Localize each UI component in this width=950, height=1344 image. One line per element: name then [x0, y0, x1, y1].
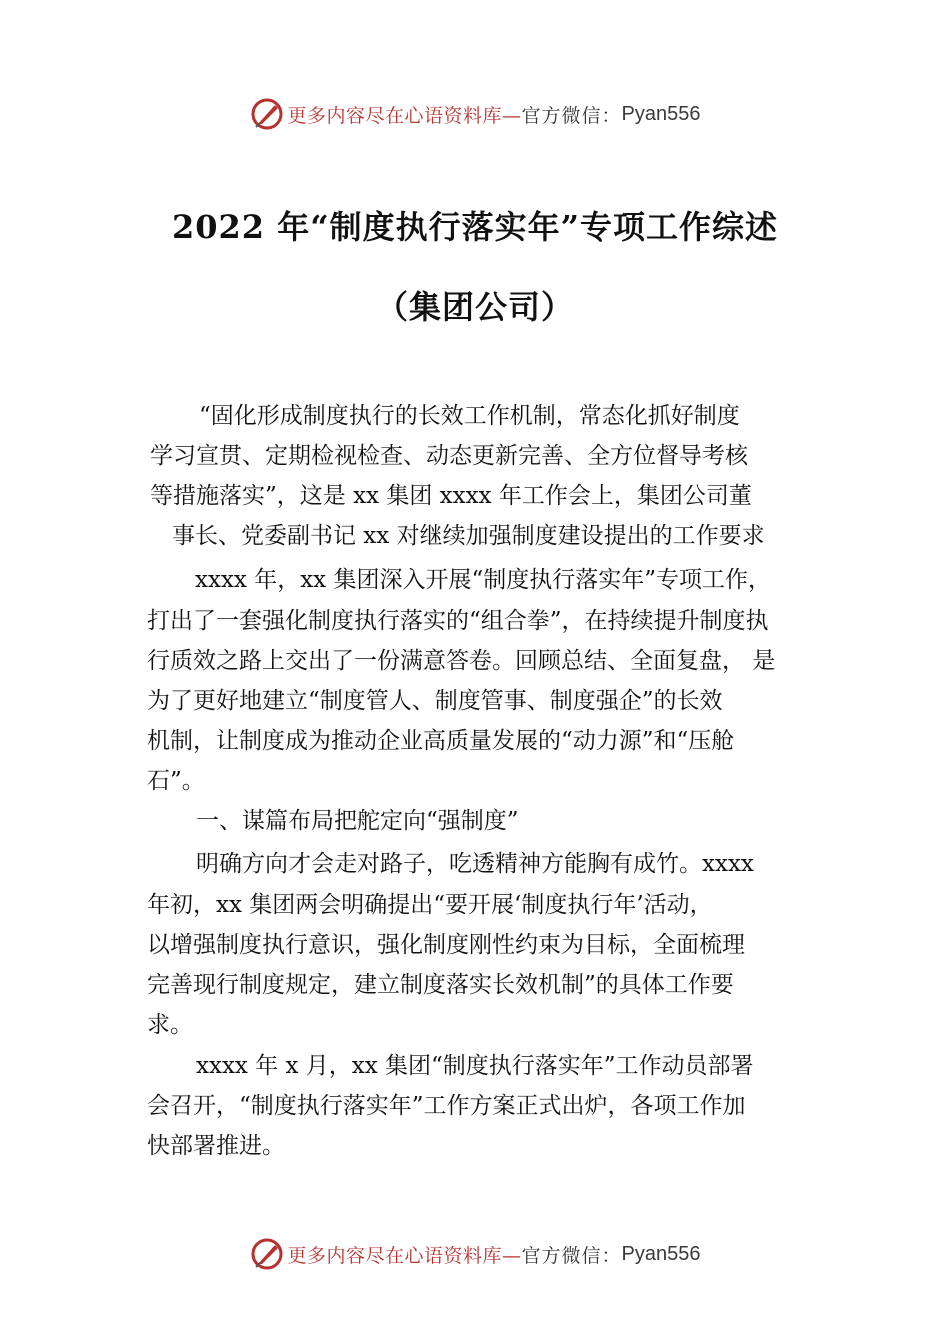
banner-text: 更多内容尽在心语资料库— — [287, 104, 522, 127]
banner-text: 更多内容尽在心语资料库— — [287, 1244, 522, 1267]
body-line: 快部署推进。 — [147, 1133, 285, 1159]
body-line: 石”。 — [147, 768, 205, 794]
banner-wechat-id: Pyan556 — [621, 1242, 701, 1265]
quill-logo-icon — [250, 1237, 284, 1271]
body-line: 求。 — [147, 1012, 193, 1038]
banner-contact-label: 官方微信： — [521, 104, 622, 127]
body-line: 打出了一套强化制度执行落实的“组合拳”，在持续提升制度执 — [147, 608, 769, 634]
body-line: “固化形成制度执行的长效工作机制，常态化抓好制度 — [199, 403, 740, 429]
document-subtitle: （集团公司） — [375, 288, 574, 326]
body-line: 以增强制度执行意识，强化制度刚性约束为目标，全面梳理 — [147, 932, 745, 958]
body-line: 明确方向才会走对路子，吃透精神方能胸有成竹。xxxx — [196, 851, 754, 877]
watermark-banner-bottom — [0, 1232, 950, 1276]
body-line: 等措施落实”，这是 xx 集团 xxxx 年工作会上，集团公司董 — [150, 483, 752, 509]
body-line: 会召开，“制度执行落实年”工作方案正式出炉，各项工作加 — [147, 1093, 746, 1119]
banner-contact-label: 官方微信： — [521, 1244, 622, 1267]
body-line: 年初，xx 集团两会明确提出“要开展‘制度执行年’活动， — [147, 892, 713, 918]
body-line: xxxx 年，xx 集团深入开展“制度执行落实年”专项工作， — [195, 567, 771, 593]
section-heading: 一、谋篇布局把舵定向“强制度” — [196, 808, 519, 834]
body-line: xxxx 年 x 月，xx 集团“制度执行落实年”工作动员部署 — [196, 1053, 754, 1079]
body-line: 学习宣贯、定期检视检查、动态更新完善、全方位督导考核 — [150, 443, 748, 469]
quill-logo-icon — [250, 97, 284, 131]
watermark-banner-top — [0, 92, 950, 136]
banner-wechat-id: Pyan556 — [621, 102, 701, 125]
body-line: 事长、党委副书记 xx 对继续加强制度建设提出的工作要求 — [172, 523, 765, 549]
body-line: 完善现行制度规定，建立制度落实长效机制”的具体工作要 — [147, 972, 734, 998]
document-title: 2022 年“制度执行落实年”专项工作综述 — [171, 208, 779, 246]
body-line: 行质效之路上交出了一份满意答卷。回顾总结、全面复盘， 是 — [147, 648, 776, 674]
body-line: 为了更好地建立“制度管人、制度管事、制度强企”的长效 — [147, 688, 723, 714]
body-line: 机制，让制度成为推动企业高质量发展的“动力源”和“压舱 — [147, 728, 735, 754]
